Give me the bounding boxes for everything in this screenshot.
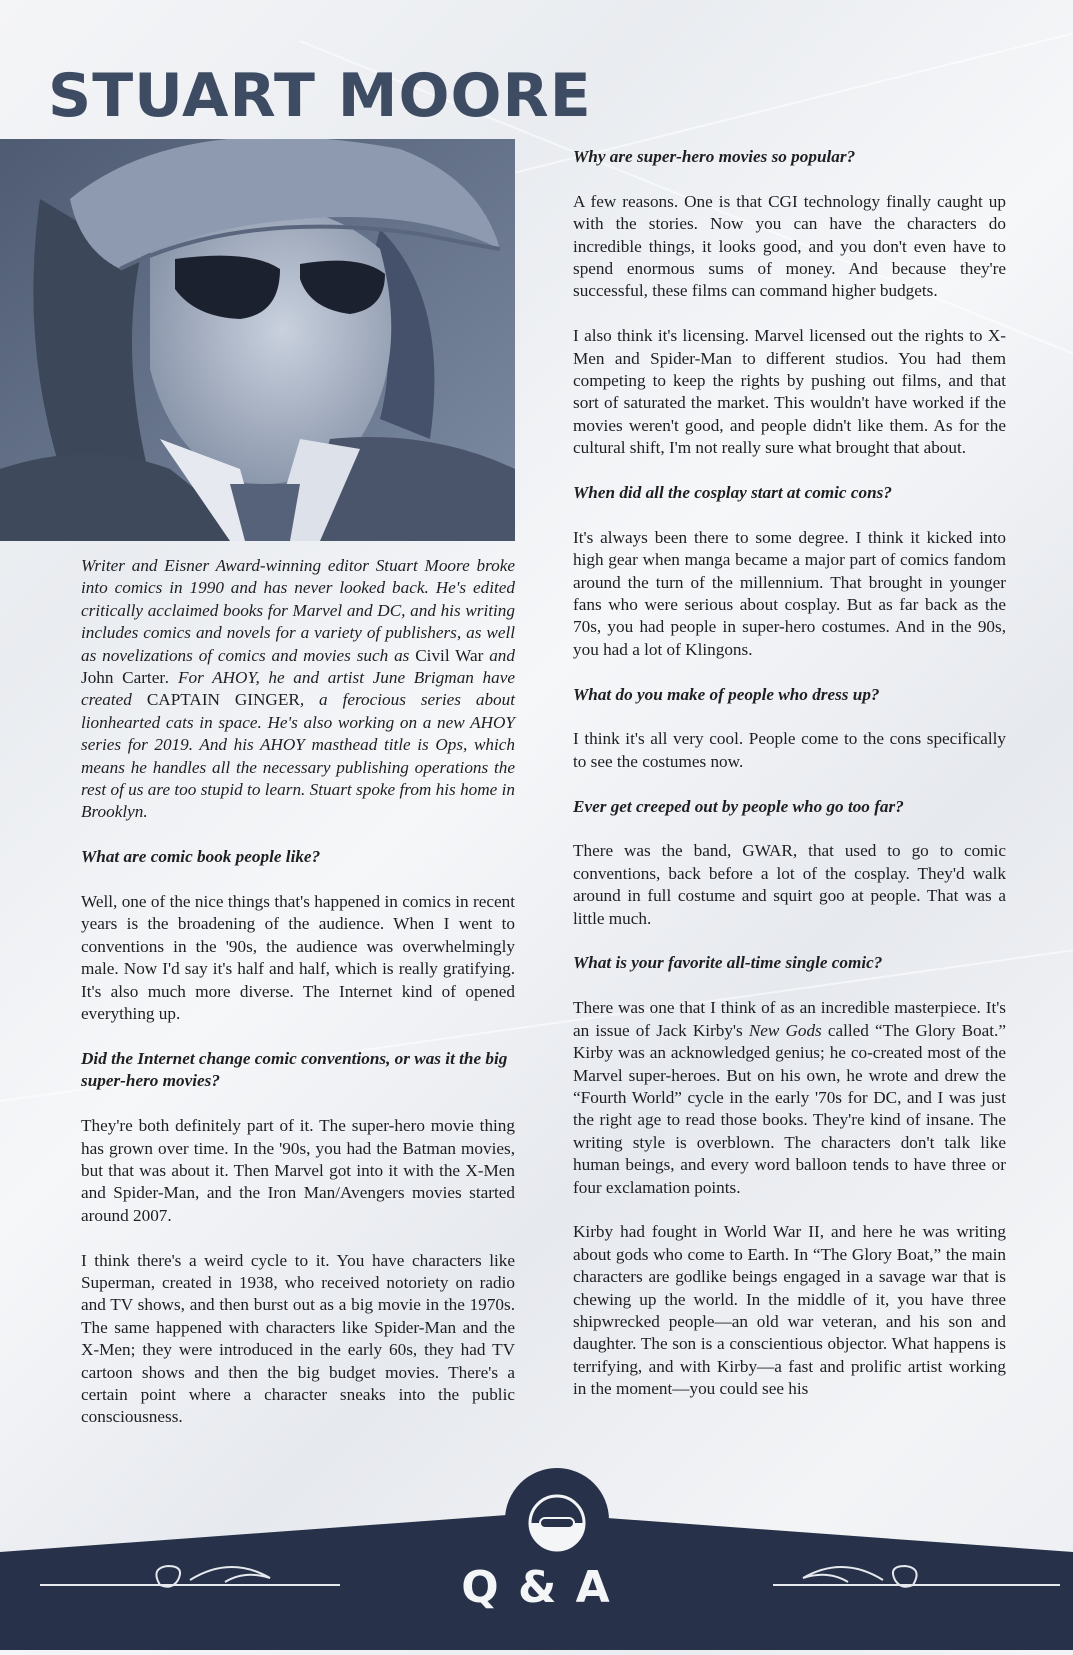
page-title: STUART MOORE — [48, 61, 592, 131]
answer-paragraph — [573, 997, 1006, 1199]
answer-paragraph: Kirby had fought in World War II, and here he was writing about gods who come to Earth. In “The Glory Boat,” the main characters are godlike beings engaged in a savage war that is chewing up the world. In the middle of it, you have three shipwrecked people—an old war veteran, and his son and daughter. The son is a conscientious objector. What happens is terrifying, and with Kirby—a fast and prolific artist working in the moment—you could see his — [573, 1222, 1006, 1399]
question: Why are super-hero movies so popular? — [573, 147, 856, 166]
right-column — [573, 146, 1006, 1423]
intro-text: . For AHOY, he and artist June Brigman have created — [81, 668, 516, 710]
answer-paragraph: It's always been there to some degree. I think it kicked into high gear when manga became a major part of comics fandom around the turn of the millennium. That brought in younger fans who were serious about cosplay. But as far back as the 70s, you had people in super-hero costumes. And in the 90s, you had a lot of Klingons. — [573, 527, 1006, 659]
footer-banner — [0, 1460, 1073, 1650]
intro-text: and — [483, 645, 515, 665]
answer-paragraph: There was the band, GWAR, that used to go to comic conventions, back before a lot of the cosplay. They'd walk around in full costume and squirt goo at people. That was a little much. — [573, 841, 1006, 928]
intro-text: , a ferocious series about lionhearted cats in space. He's also working on a new AHOY series for 2019. And his AHOY masthead title is Ops, which means he handles all the necessary publishing operations the rest of us are too stupid to learn. Stuart spoke from his home in Brooklyn. — [81, 690, 516, 822]
question: When did all the cosplay start at comic cons? — [573, 483, 892, 503]
left-column — [81, 555, 515, 1451]
section-label: Q & A — [461, 1562, 612, 1613]
answer-paragraph: I think there's a weird cycle to it. You have characters like Superman, created in 1938, who received notoriety on radio and TV shows, and then burst out as a big movie in the 1970s. The same happened with characters like Spider-Man and the X-Men; they were introduced in the early 60s, they had TV cartoon shows and then the big budget movies. There's a certain point where a character sneaks into the public consciousness. — [81, 1250, 515, 1427]
question: Ever get creeped out by people who go too far? — [573, 796, 904, 816]
answer-paragraph: I think it's all very cool. People come to the cons specifically to see the costumes now. — [573, 729, 1006, 771]
answer-paragraph: A few reasons. One is that CGI technology finally caught up with the stories. Now you can have the characters do incredible things, it looks good, and you don't even have to spend enormous sums of money. And because they're successful, these films can command higher budgets. — [573, 191, 1006, 301]
question: What are comic book people like? — [81, 847, 321, 867]
answer-paragraph: I also think it's licensing. Marvel licensed out the rights to X-Men and Spider-Man to different studios. You had them competing to keep the rights by pushing out films, and that sort of saturated the market. This wouldn't have worked if the movies weren't good, and people didn't like them. As for the cultural shift, I'm not really sure what brought that about. — [573, 326, 1006, 458]
answer-text: called “The Glory Boat.” Kirby was an acknowledged genius; he co-created most of the Marvel super-heroes. But on his own, he wrote and drew the “Fourth World” cycle in the early '70s for DC, and I was just the right age to read those books. They're kind of insane. The writing style is overblown. The characters don't talk like human beings, and every word balloon tends to have three or four exclamation points. — [573, 1020, 1006, 1197]
answer-paragraph: Well, one of the nice things that's happened in comics in recent years is the broadening of the audience. When I went to conventions in the '90s, the audience was overwhelmingly male. Now I'd say it's half and half, which is really gratifying. It's also much more diverse. The Internet kind of opened everything up. — [81, 892, 515, 1024]
question: What do you make of people who dress up? — [573, 684, 880, 704]
intro-title-civil-war: Civil War — [415, 645, 484, 665]
portrait-photo — [0, 139, 515, 541]
intro-paragraph — [81, 555, 515, 824]
question: What is your favorite all-time single comic? — [573, 953, 883, 973]
answer-paragraph: They're both definitely part of it. The super-hero movie thing has grown over time. In the '90s, you had the Batman movies, but that was about it. Then Marvel got into it with the X-Men and Spider-Man, and the Iron Man/Avengers movies started around 2007. — [81, 1116, 515, 1225]
question: Did the Internet change comic conventions, or was it the big super-hero movies? — [81, 1048, 508, 1091]
intro-title-captain-ginger: CAPTAIN GINGER — [146, 690, 300, 710]
intro-text: Writer and Eisner Award-winning editor Stuart Moore broke into comics in 1990 and has never looked back. He's edited critically acclaimed books for Marvel and DC, and his writing includes comics and novels for a variety of publishers, as well as novelizations of comics and movies such as — [81, 556, 515, 665]
comic-title: New Gods — [748, 1020, 822, 1040]
answer-text: There was one that I think of as an incredible masterpiece. It's an issue of Jack Kirby's — [573, 998, 1006, 1040]
intro-title-john-carter: John Carter — [81, 668, 166, 688]
